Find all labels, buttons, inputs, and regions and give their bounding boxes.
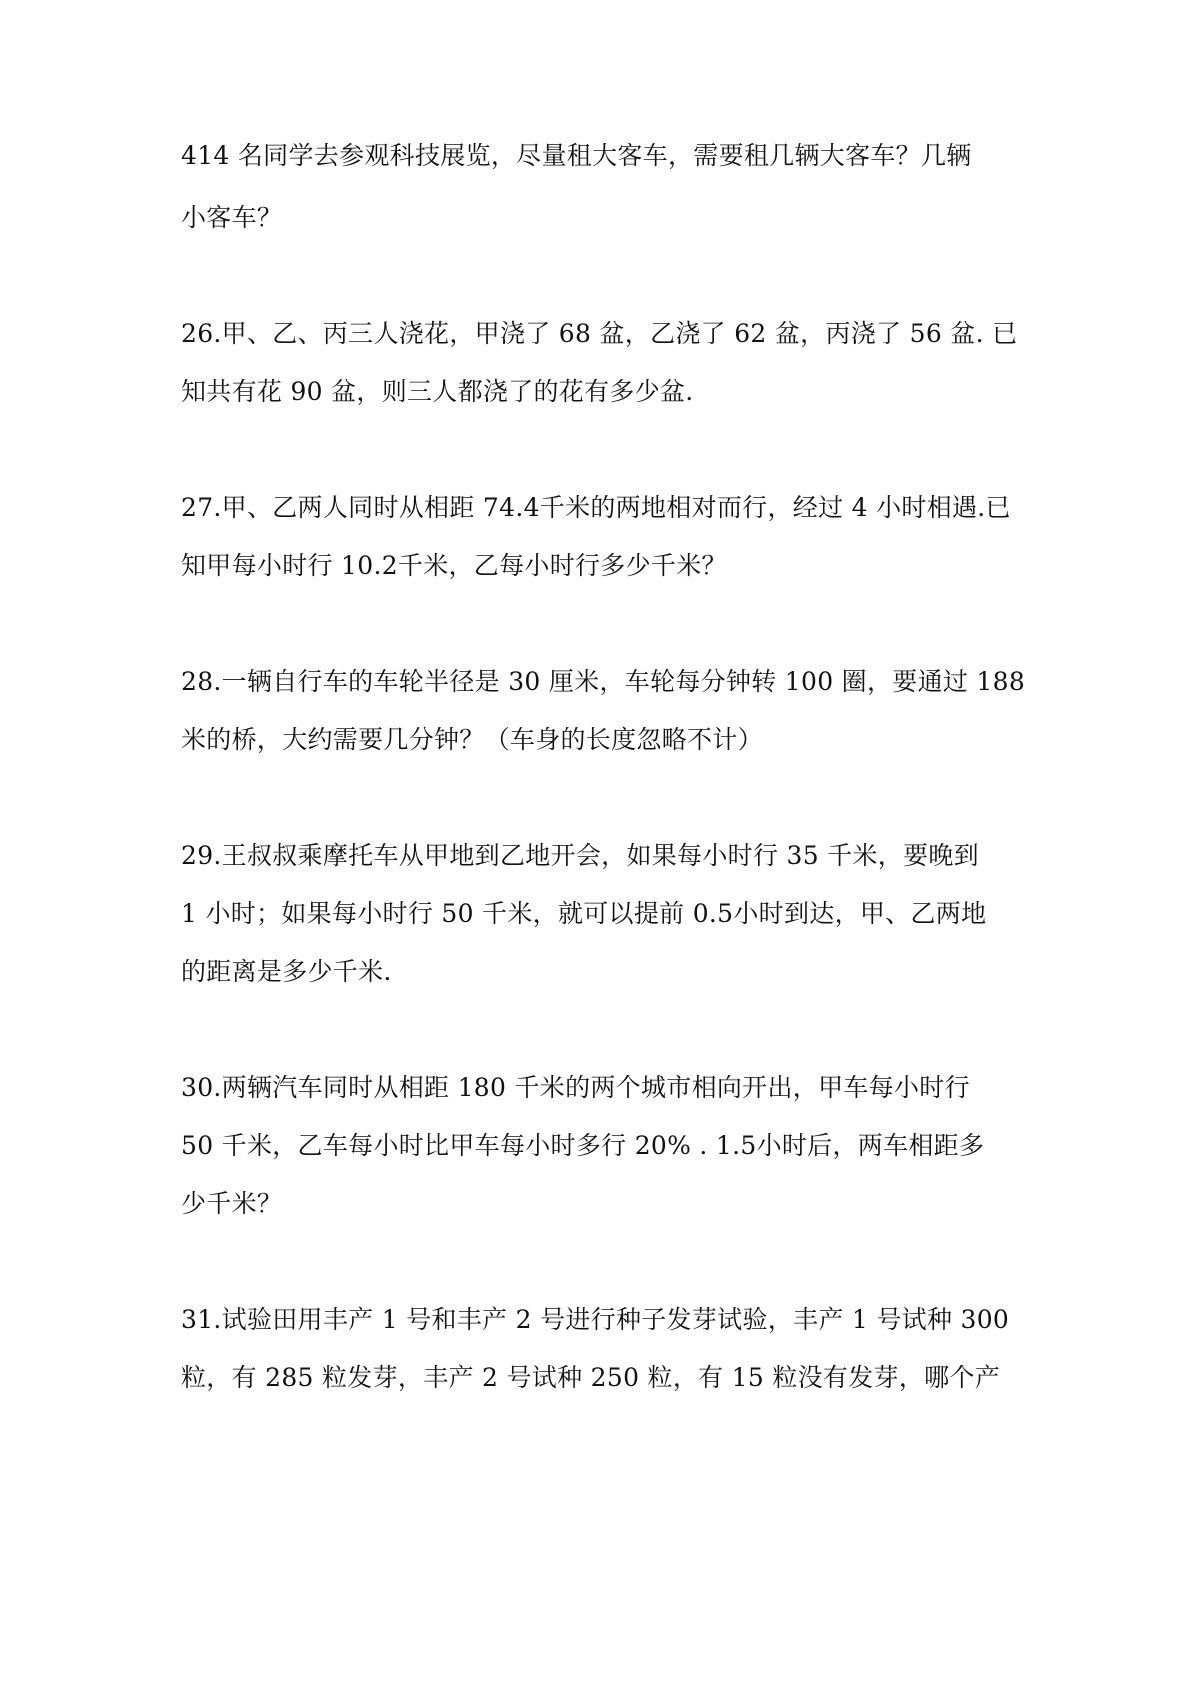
problem-29-line-3: 的距离是多少千米. [181,957,392,986]
problem-28-line-1: 28.一辆自行车的车轮半径是 30 厘米，车轮每分钟转 100 圈，要通过 188 [181,667,1026,696]
problem-28-line-2: 米的桥，大约需要几分钟？（车身的长度忽略不计） [181,725,763,754]
problem-29-line-1: 29.王叔叔乘摩托车从甲地到乙地开会，如果每小时行 35 千米，要晚到 [181,841,979,870]
problem-27-line-2: 知甲每小时行 10.2千米，乙每小时行多少千米？ [181,551,727,580]
problem-30-line-2: 50 千米，乙车每小时比甲车每小时多行 20% . 1.5小时后，两车相距多 [181,1131,985,1160]
problem-26-line-2: 知共有花 90 盆，则三人都浇了的花有多少盆. [181,377,694,406]
problem-31-line-2: 粒，有 285 粒发芽，丰产 2 号试种 250 粒，有 15 粒没有发芽，哪个产 [181,1363,1001,1392]
problem-25-line-2: 小客车？ [181,203,283,232]
problem-31-line-1: 31.试验田用丰产 1 号和丰产 2 号进行种子发芽试验，丰产 1 号试种 300 [181,1305,1010,1334]
problem-29-line-2: 1 小时；如果每小时行 50 千米，就可以提前 0.5小时到达，甲、乙两地 [181,899,987,928]
problem-30-line-1: 30.两辆汽车同时从相距 180 千米的两个城市相向开出，甲车每小时行 [181,1073,970,1102]
problem-25-line-1: 414 名同学去参观科技展览，尽量租大客车，需要租几辆大客车？几辆 [181,141,972,170]
problem-26-line-1: 26.甲、乙、丙三人浇花，甲浇了 68 盆，乙浇了 62 盆，丙浇了 56 盆. 已 [181,319,1018,348]
problem-27-line-1: 27.甲、乙两人同时从相距 74.4千米的两地相对而行，经过 4 小时相遇.已 [181,493,1011,522]
problem-30-line-3: 少千米？ [181,1189,283,1218]
